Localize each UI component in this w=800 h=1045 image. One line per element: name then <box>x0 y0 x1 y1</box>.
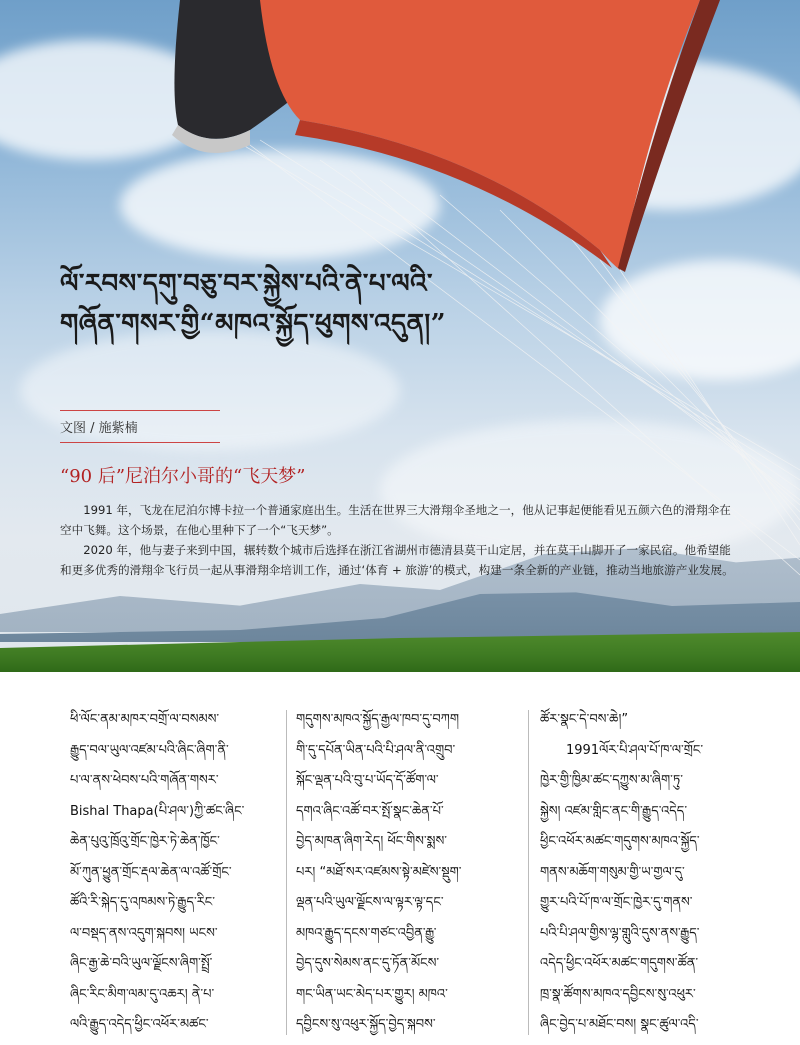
text-line: ཞིང་བྱེད་པ་མཐོང་བས། སྣང་ཚུལ་འདི་ <box>540 1017 699 1032</box>
text-line: ཚོའི་རི་སྐེད་དུ་འཁམས་ཏེ་རྒྱུད་རིང་ <box>70 895 216 910</box>
text-line: 1991ལོར་པི་ཤལ་པོ་ཁ་ལ་གྲོང་ <box>540 742 704 758</box>
column-divider <box>528 710 529 1035</box>
text-line: ཞིང་རྒྱ་ཆེ་བའི་ཡུལ་ལྗོངས་ཞིག་སྤྲོ་ <box>70 956 213 971</box>
text-line: གྱུར་པའི་པོ་ཁ་ལ་གྲོང་ཁྱེར་དུ་གནས་ <box>540 895 693 910</box>
intro-paragraph-1: 1991 年，飞龙在尼泊尔博卡拉一个普通家庭出生。生活在世界三大滑翔伞圣地之一，他从记事起便能看见五颜六色的滑翔伞在空中飞舞。这个场景，在他心里种下了一个“飞天梦”。 <box>60 503 731 537</box>
intro-paragraph-2: 2020 年，他与妻子来到中国，辗转数个城市后选择在浙江省湖州市德清县莫干山定居，并在莫干山脚开了一家民宿。他希望能和更多优秀的滑翔伞飞行员一起从事滑翔伞培训工作，通过‘体育 + 旅游’的模式，构建一条全新的产业链，推动当地旅游产业发展。 <box>60 543 734 577</box>
byline: 文图 / 施紫楠 <box>60 410 220 443</box>
text-line: འདེད་ཕྱིང་འཕོར་མཚང་གདུགས་ཚོན་ <box>540 956 699 971</box>
text-line: མོ་ཀུན་ཕྱུན་གྲོང་རྡལ་ཆེན་ལ་འཚོ་གྲོང་ <box>70 864 232 880</box>
text-line: ཁྱེར་གྱི་ཁྱིམ་ཚང་དཀྱུས་མ་ཞིག་ཏུ་ <box>540 773 684 788</box>
text-line: གང་ཡིན་ཡང་མེད་པར་གྱུར། མཁའ་ <box>296 986 448 1002</box>
article-title-line-1: ལོ་རབས་དགུ་བཅུ་བར་སྐྱེས་པའི་ནེ་པ་ལའི་ <box>60 269 433 299</box>
text-line: ཚོར་སྣང་དེ་བས་ཆེ།” <box>540 712 629 727</box>
text-line: གནས་མཆོག་གསུམ་གྱི་ཡ་གྱལ་དུ་ <box>540 864 685 880</box>
text-line: ལྡན་པའི་ཡུལ་ལྗོངས་ལ་ལྟར་ལྟ་དང་ <box>296 895 444 910</box>
text-line: དབྱིངས་སུ་འཕུར་སྐྱོད་བྱེད་སྐབས་ <box>296 1017 436 1032</box>
text-line: ཆེན་པུའུ་ཁྲོའུ་གྲོང་ཁྱེར་ཏེ་ཆེན་ཁྱོང་ <box>70 834 220 849</box>
text-line: མཁའ་རྒྱུད་དངས་གཙང་འབྱིན་རྒྱུ་ <box>296 925 437 941</box>
chinese-intro <box>60 500 740 580</box>
article-title-line-2: གཞོན་གསར་གྱི“མཁའ་སྐྱོད་ཕུགས་འདུན།” <box>60 309 447 339</box>
text-line: པ་ལ་ནས་ཕེབས་པའི་གཞོན་གསར་ <box>70 773 219 788</box>
tibetan-column-2 <box>296 705 516 1040</box>
text-line: ཞིང་རིང་མིག་ལམ་དུ་འཆར། ནེ་པ་ <box>70 986 215 1002</box>
text-line: དགའ་ཞིང་འཚོ་བར་སྤོ་སྣང་ཆེན་པོ་ <box>296 803 444 819</box>
chinese-subheading: “90 后”尼泊尔小哥的“飞天梦” <box>60 466 306 487</box>
text-line: རྒྱུད་བལ་ཡུལ་འཛམ་པའི་ཞིང་ཞིག་ནི་ <box>70 742 229 758</box>
column-divider <box>286 710 287 1035</box>
column-1-text <box>70 705 276 1040</box>
tibetan-column-3 <box>540 705 750 1040</box>
text-line: Bishal Thapa(པི་ཤལ་)ཀྱི་ཚང་ཞིང་ <box>70 803 245 819</box>
text-line: ལའི་རྒྱུད་འདེད་ཕྱིང་འཕོར་མཚང་ <box>70 1017 209 1032</box>
tibetan-column-1 <box>70 705 276 1040</box>
column-3-text <box>540 705 750 1040</box>
text-line: བྱེད་དུས་སེམས་ནང་དུ་ཏོན་མོངས་ <box>296 956 440 971</box>
text-line: པའི་པི་ཤལ་གྱིས་ལྷ་གླུའི་དུས་ནས་རྒྱུད་ <box>540 925 700 941</box>
text-line: ཁྲ་སྣ་ཚོགས་མཁའ་དབྱིངས་སུ་འཕུར་ <box>540 986 696 1002</box>
text-line: ཕི་ལོང་ནམ་མཁར་བགྲོ་ལ་བསམས་ <box>70 712 220 727</box>
text-line: གདུགས་མཁའ་སྐྱོད་རྒྱལ་ཁབ་དུ་བཀག <box>296 712 459 727</box>
text-line: ཕྱིང་འཕོར་མཚང་གདུགས་མཁའ་སྐྱོད་ <box>540 834 700 849</box>
text-line: ལ་བསྡད་ནས་འདུག་སྐབས། ཡངས་ <box>70 925 218 941</box>
column-2-text <box>296 705 516 1040</box>
text-line: བྱེད་མཁན་ཞིག་རེད། ཕོང་གིས་སྨས་ <box>296 834 447 849</box>
text-line: གི་དུ་དཔོན་ཡིན་པའི་པི་ཤལ་ནི་འགྲུབ་ <box>296 742 456 758</box>
text-line: པར། “མཐོ་སར་འཛམས་སྟེ་མཛེས་སྡུག་ <box>296 864 462 880</box>
text-line: སྐོང་ལྡན་པའི་བུ་པ་ཡོད་དོ་ཚོག་ལ་ <box>296 773 439 788</box>
text-line: སྐྱེས། འཛམ་གླིང་ནང་གི་རྒྱུད་འདེད་ <box>540 803 688 819</box>
